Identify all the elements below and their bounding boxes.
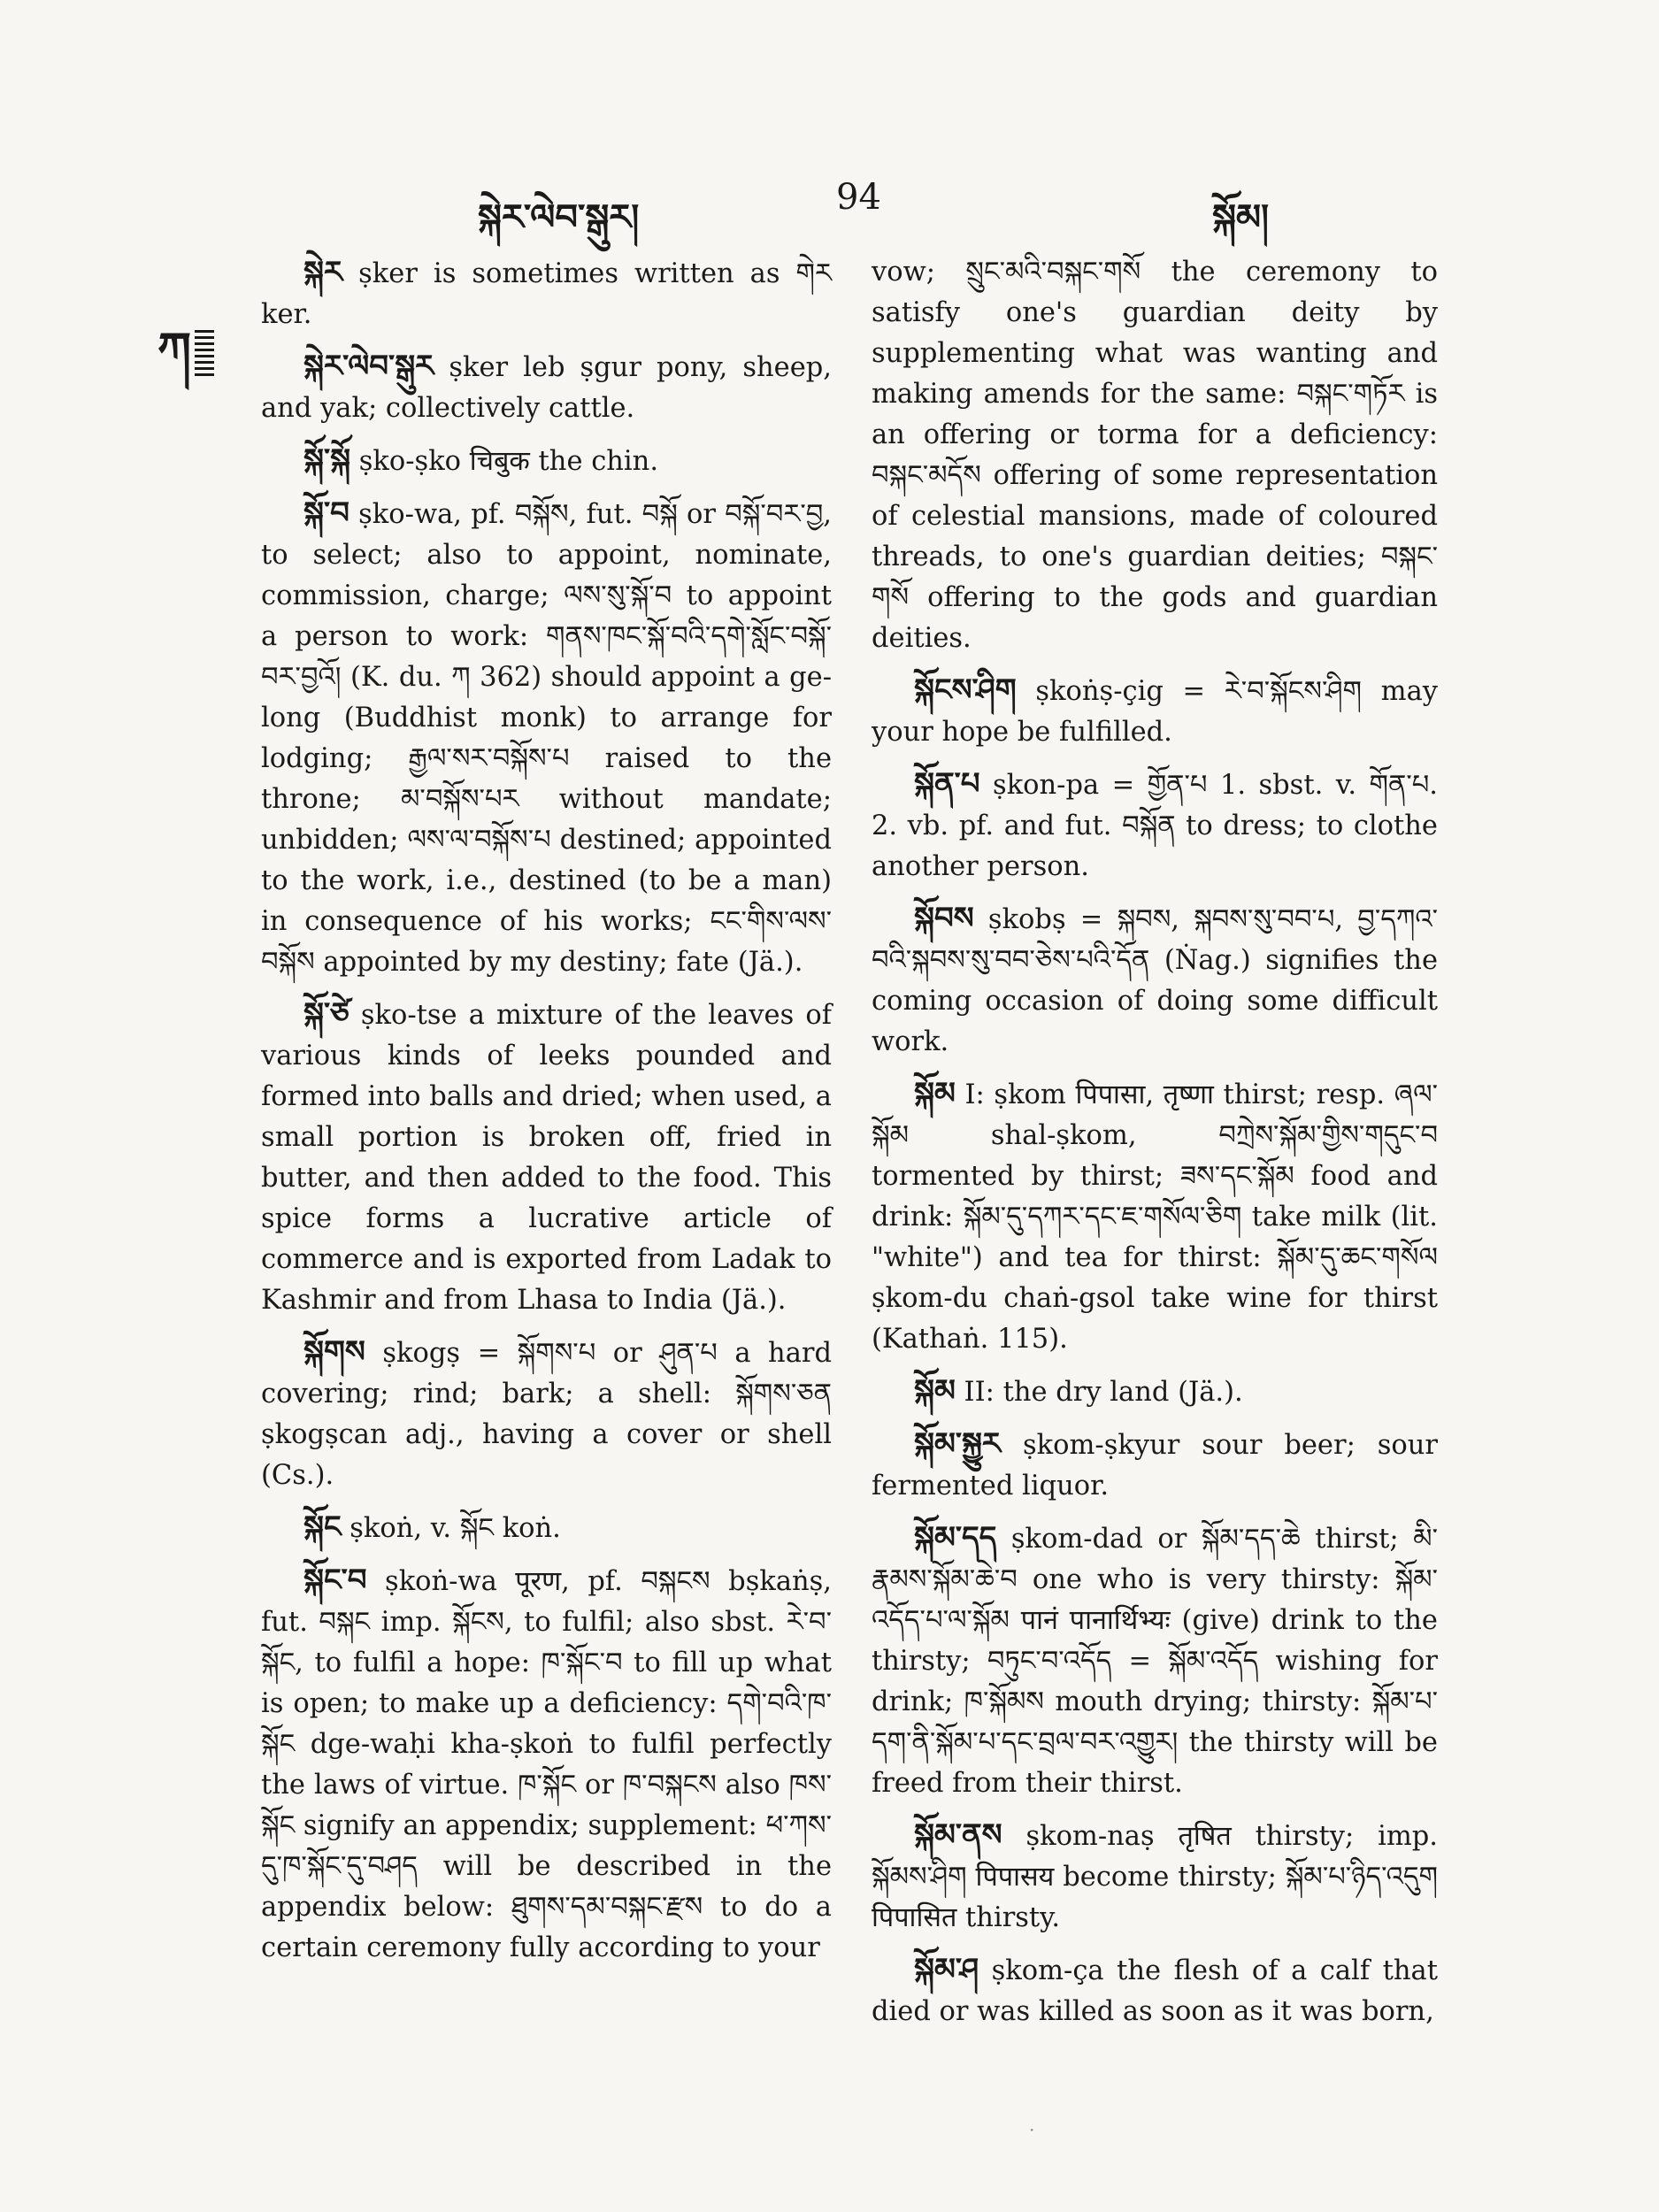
entry: [872, 1815, 1438, 1939]
entry-headword: སྐོབས: [914, 901, 974, 936]
entry-headword: སྐོམ་ཤ: [914, 1952, 979, 1987]
entry-headword: སྐེར་ལེབ་སྒུར: [303, 349, 434, 384]
entry-headword: སྐོངས་ཤིག: [914, 672, 1017, 708]
header-left-title: སྐེར་ལེབ་སྒུར།: [478, 196, 640, 238]
entry: [261, 1332, 832, 1496]
entry-headword: སྐོན་པ: [914, 766, 980, 802]
entry: [872, 670, 1438, 753]
bottom-speck: ·: [1029, 2119, 1035, 2140]
entry-text: vow; སྲུང་མའི་བསྐང་གསོ the ceremony to satisfy one's guardian deity by supplementing what was wanting and making amends for the same: བསྐང་གཏོར is an offering or torma for a deficiency: བསྐང་མདོས offering of some representation of celestial mansions, made of coloured threads, to one's guardian deities; བསྐང་གསོ offering to the gods and guardian deities.: [872, 257, 1438, 654]
entry-headword: སྐོ་ཙེ: [303, 996, 349, 1032]
margin-section-mark: [157, 319, 228, 380]
entry: [872, 1073, 1438, 1360]
entry-text: ṣkom-ṣkyur sour beer; sour fermented liquor.: [872, 1430, 1438, 1502]
entry-headword: སྐོང་བ: [303, 1563, 367, 1598]
entry-text: ṣko-wa, pf. བསྐོས, fut. བསྐོ or བསྐོ་བར་བྱ, to select; also to appoint, nominate, commission, charge; ལས་སུ་སྐོ་བ to appoint a person to work: གནས་ཁང་སྐོ་བའི་དགེ་སློང་བསྐོ་བར་བྱའོ། (K. du. ཀ 362) should appoint a ge-long (Buddhist monk) to arrange for lodging; རྒྱལ་སར་བསྐོས་པ raised to the throne; མ་བསྐོས་པར without mandate; unbidden; ལས་ལ་བསྐོས་པ destined; appointed to the work, i.e., destined (to be a man) in consequence of his works; ངང་གིས་ལས་བསྐོས appointed by my destiny; fate (Jä.).: [261, 499, 832, 978]
right-column: [872, 252, 1438, 2043]
entry-headword: སྐོགས: [303, 1334, 365, 1370]
entry-text: ṣkon-pa = གྱོན་པ 1. sbst. v. གོན་པ. 2. vb. pf. and fut. བསྐོན to dress; to clothe another person.: [872, 770, 1438, 882]
entry: [261, 440, 832, 482]
page-header: [0, 177, 1659, 238]
entry-text: ṣkoṅ-wa पूरण, pf. བསྐངས bṣkaṅṣ, fut. བསྐང imp. སྐོངས, to fulfil; also sbst. རེ་བ་སྐོང, to fulfil a hope: ཁ་སྐོང་བ to fill up what is open; to make up a deficiency: དགེ་བའི་ཁ་སྐོང dge-waḥi kha-ṣkoṅ to fulfil perfectly the laws of virtue. ཁ་སྐོང or ཁ་བསྐངས also ཁས་སྐོང signify an appendix; supplement: ཕ་ཀས་དུ་ཁ་སྐོང་དུ་བཤད will be described in the appendix below: ཐུགས་དམ་བསྐང་རྫས to do a certain ceremony fully according to your: [261, 1566, 832, 1963]
entry: [872, 898, 1438, 1063]
entry: [261, 346, 832, 429]
margin-bars-icon: [195, 330, 214, 378]
entry: [261, 1560, 832, 1969]
entry-headword: སྐོམ་ནས: [914, 1817, 1002, 1853]
entry-headword: སྐོ་བ: [303, 495, 349, 531]
entry-headword: སྐོམ་དད: [914, 1520, 997, 1555]
entry: [261, 1507, 832, 1549]
entry-text: ṣkom-naṣ तृषित thirsty; imp. སྐོམས་ཤིག पिपासय become thirsty; སྐོམ་པ་ཉིད་འདུག पिपासित thirsty.: [872, 1821, 1438, 1933]
entry: [872, 1371, 1438, 1413]
entry-text: ṣker is sometimes written as གེར ker.: [261, 258, 832, 330]
entry-text: ṣkobṣ = སྐབས, སྐབས་སུ་བབ་པ, བྱ་དཀའ་བའི་སྐབས་སུ་བབ་ཅེས་པའི་དོན (Ṅag.) signifies the coming occasion of doing some difficult work.: [872, 904, 1438, 1057]
entry-text: II: the dry land (Jä.).: [964, 1377, 1243, 1408]
entry-headword: སྐོང: [303, 1509, 342, 1545]
entry-continuation: [872, 252, 1438, 659]
entry-headword: སྐོམ་སྐྱུར: [914, 1426, 1002, 1462]
left-column: [261, 252, 832, 1979]
entry-text: I: ṣkom पिपासा, तृष्णा thirst; resp. ཞལ་སྐོམ shal-ṣkom, བཀྲེས་སྐོམ་གྱིས་གདུང་བ tormented by thirst; ཟས་དང་སྐོམ food and drink: སྐོམ་དུ་དཀར་དང་ཇ་གསོལ་ཅིག take milk (lit. "white") and tea for thirst: སྐོམ་དུ་ཆང་གསོལ ṣkom-du chaṅ-gsol take wine for thirst (Kathaṅ. 115).: [872, 1079, 1439, 1355]
entry-headword: སྐེར: [303, 255, 343, 290]
entry-headword: སྐོམ: [914, 1373, 956, 1409]
entry-text: ṣkom-dad or སྐོམ་དད་ཆེ thirst; མི་རྣམས་སྐོམ་ཆེ་བ one who is very thirsty: སྐོམ་འདོད་པ་ལ་སྐོམ पानं पानार्थिभ्यः (give) drink to the thirsty; བཏུང་བ་འདོད = སྐོམ་འདོད wishing for drink; ཁ་སྐོམས mouth drying; thirsty: སྐོམ་པ་དག་ནི་སྐོམ་པ་དང་བྲལ་བར་འགྱུར། the thirsty will be freed from their thirst.: [872, 1524, 1438, 1799]
entry-text: ṣko-tse a mixture of the leaves of various kinds of leeks pounded and formed into balls and dried; when used, a small portion is broken off, fried in butter, and then added to the food. This spice forms a lucrative article of commerce and is exported from Ladak to Kashmir and from Lhasa to India (Jä.).: [261, 1000, 832, 1316]
header-right-title: སྐོམ།: [1212, 196, 1269, 238]
entry-headword: སྐོམ: [914, 1076, 956, 1111]
entry: [872, 1424, 1438, 1507]
entry: [872, 1949, 1438, 2032]
entry-text: ṣkom-ça the flesh of a calf that died or was killed as soon as it was born,: [872, 1955, 1438, 2027]
margin-letter: ཀ: [157, 321, 192, 378]
entry-headword: སྐོ་སྐོ: [303, 442, 351, 478]
entry-text: ṣker leb ṣgur pony, sheep, and yak; collectively cattle.: [261, 352, 832, 424]
page-number: 94: [836, 177, 881, 218]
entry: [261, 493, 832, 983]
entry: [261, 994, 832, 1321]
entry: [872, 1517, 1438, 1804]
entry-text: ṣkoṅṣ-çig = རེ་བ་སྐོངས་ཤིག may your hope be fulfilled.: [872, 676, 1438, 748]
entry-text: ṣkoṅ, v. སྐོང koṅ.: [349, 1513, 561, 1544]
entry: [872, 764, 1438, 887]
entry-text: ṣko-ṣko चिबुक the chin.: [358, 446, 659, 477]
entry-text: ṣkogṣ = སྐོགས་པ or ཤུན་པ a hard covering; rind; bark; a shell: སྐོགས་ཅན ṣkogṣcan adj., having a cover or shell (Cs.).: [261, 1338, 832, 1491]
entry: [261, 252, 832, 335]
